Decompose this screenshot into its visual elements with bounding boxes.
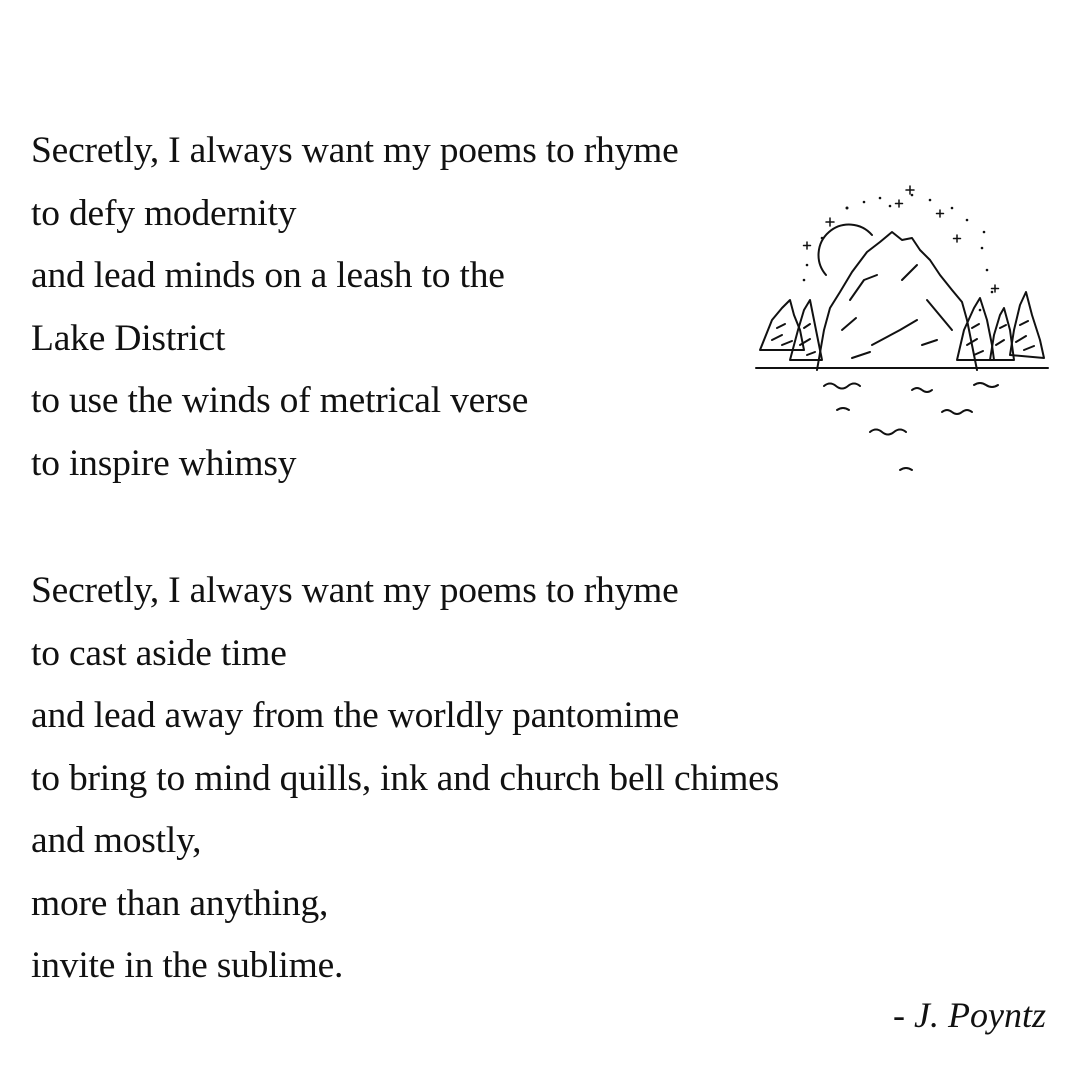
poem-line: to inspire whimsy xyxy=(31,442,297,484)
poem-line: and mostly, xyxy=(31,820,202,861)
sun-icon xyxy=(819,225,872,275)
poem-line: Secretly, I always want my poems to rhyme xyxy=(31,130,679,171)
poem-line: and lead minds on a leash to the xyxy=(31,255,505,296)
author-signature: - J. Poyntz xyxy=(893,995,1046,1035)
mountain-icon xyxy=(817,232,977,370)
poem-line: and lead away from the worldly pantomime xyxy=(31,695,680,736)
poem-line: to use the winds of metrical verse xyxy=(31,380,529,421)
poem-line: Secretly, I always want my poems to rhyme xyxy=(31,570,679,611)
poem-line: to cast aside time xyxy=(31,632,287,674)
mountain-lake-icon xyxy=(752,180,1052,480)
water-icon xyxy=(824,383,998,470)
stars-icon xyxy=(803,194,994,312)
poem-line: to defy modernity xyxy=(31,192,297,234)
stanza-2 xyxy=(31,560,779,998)
poem-line: to bring to mind quills, ink and church bell chimes xyxy=(31,757,780,799)
poem-line: invite in the sublime. xyxy=(31,945,344,986)
poem-line: Lake District xyxy=(31,317,226,359)
stanza-1 xyxy=(31,120,679,495)
poem-line: more than anything, xyxy=(31,882,329,924)
